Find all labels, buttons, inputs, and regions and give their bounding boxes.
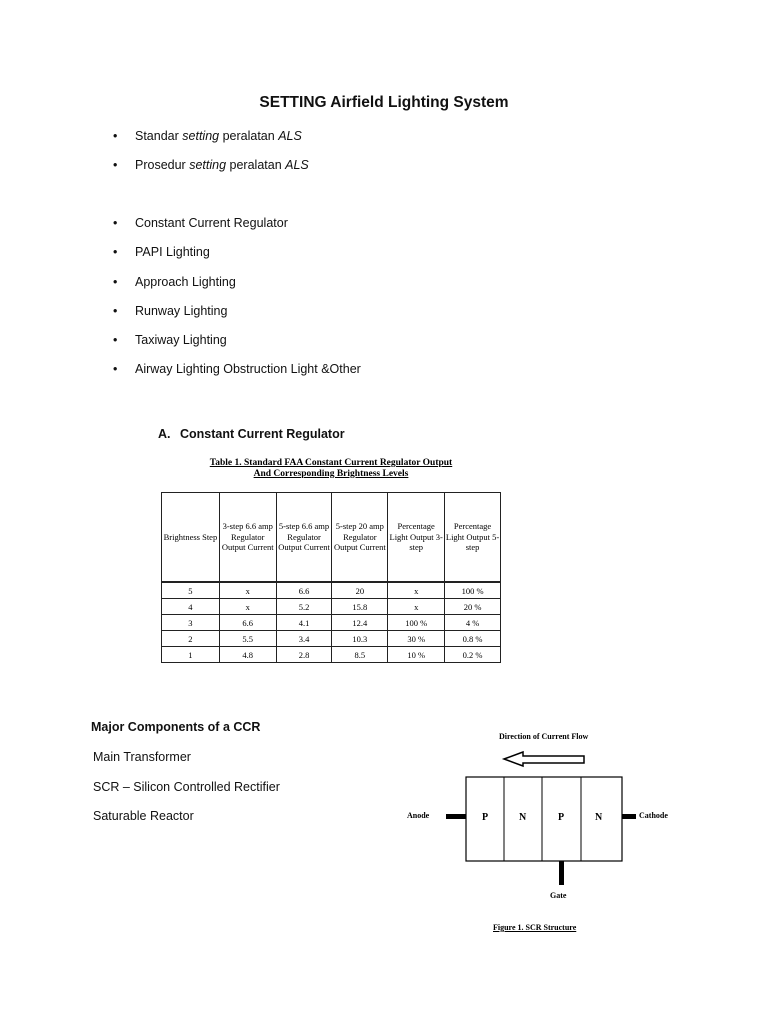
topic-item: • Taxiway Lighting [113, 332, 361, 361]
table-cell: x [219, 599, 276, 615]
topic-list [113, 215, 361, 391]
table-header: Brightness Step [162, 493, 220, 583]
section-number: A. [158, 427, 171, 441]
component-item: Saturable Reactor [93, 809, 194, 823]
component-item: Main Transformer [93, 750, 191, 764]
table-header: Percentage Light Output 3-step [388, 493, 445, 583]
ccr-output-table [161, 492, 501, 663]
page-title: SETTING Airfield Lighting System [259, 94, 509, 111]
gate-label: Gate [550, 891, 567, 900]
current-direction-label: Direction of Current Flow [499, 732, 589, 741]
table-row [162, 615, 501, 631]
layer-label: P [558, 812, 565, 823]
section-title: Constant Current Regulator [180, 427, 345, 441]
table-header: Percentage Light Output 5-step [445, 493, 501, 583]
table-row [162, 631, 501, 647]
intro-item: • Prosedur setting peralatan ALS [113, 157, 309, 186]
table-cell: 3 [162, 615, 220, 631]
table-caption: Table 1. Standard FAA Constant Current Regulator Output And Corresponding Brightness Levels [209, 458, 453, 479]
topic-item: • PAPI Lighting [113, 244, 361, 273]
gate-terminal [559, 861, 564, 885]
table-cell: 8.5 [332, 647, 388, 663]
layer-label: N [519, 812, 527, 823]
table-row [162, 599, 501, 615]
component-item: SCR – Silicon Controlled Rectifier [93, 779, 280, 794]
table-cell: 2 [162, 631, 220, 647]
table-cell: 100 % [388, 615, 445, 631]
figure-caption: Figure 1. SCR Structure [493, 923, 577, 932]
table-cell: 5.2 [276, 599, 332, 615]
table-cell: 15.8 [332, 599, 388, 615]
table-cell: 0.8 % [445, 631, 501, 647]
table-cell: 10 % [388, 647, 445, 663]
table-row [162, 647, 501, 663]
topic-item: • Runway Lighting [113, 303, 361, 332]
table-cell: 2.8 [276, 647, 332, 663]
layer-label: N [595, 812, 603, 823]
table-row [162, 582, 501, 599]
table-cell: 3.4 [276, 631, 332, 647]
table-cell: 5.5 [219, 631, 276, 647]
layer-label: P [482, 812, 489, 823]
table-cell: x [388, 599, 445, 615]
table-header: 3-step 6.6 amp Regulator Output Current [219, 493, 276, 583]
table-cell: 10.3 [332, 631, 388, 647]
topic-item: • Airway Lighting Obstruction Light &Other [113, 361, 361, 390]
table-cell: 30 % [388, 631, 445, 647]
table-cell: 4 % [445, 615, 501, 631]
components-list [93, 749, 280, 838]
table-cell: 12.4 [332, 615, 388, 631]
section-heading [158, 427, 345, 441]
intro-item: • Standar setting peralatan ALS [113, 128, 309, 157]
table-cell: 1 [162, 647, 220, 663]
topic-item: • Approach Lighting [113, 274, 361, 303]
table-cell: 100 % [445, 582, 501, 599]
current-direction-arrow [504, 752, 584, 766]
table-header: 5-step 20 amp Regulator Output Current [332, 493, 388, 583]
table-cell: x [219, 582, 276, 599]
anode-terminal [446, 814, 466, 819]
topic-item: • Constant Current Regulator [113, 215, 361, 244]
intro-list [113, 128, 309, 187]
table-cell: 0.2 % [445, 647, 501, 663]
table-cell: 5 [162, 582, 220, 599]
table-cell: 4.1 [276, 615, 332, 631]
table-cell: 4 [162, 599, 220, 615]
table-cell: 6.6 [219, 615, 276, 631]
table-cell: x [388, 582, 445, 599]
table-header-row [162, 493, 501, 583]
components-title: Major Components of a CCR [91, 720, 261, 734]
cathode-label: Cathode [639, 811, 668, 820]
scr-structure-figure [396, 722, 692, 940]
table-header: 5-step 6.6 amp Regulator Output Current [276, 493, 332, 583]
scr-diagram [396, 722, 692, 940]
cathode-terminal [622, 814, 636, 819]
table-cell: 20 % [445, 599, 501, 615]
ccr-table-figure [158, 458, 504, 672]
anode-label: Anode [407, 811, 430, 820]
table-cell: 6.6 [276, 582, 332, 599]
table-cell: 20 [332, 582, 388, 599]
table-cell: 4.8 [219, 647, 276, 663]
